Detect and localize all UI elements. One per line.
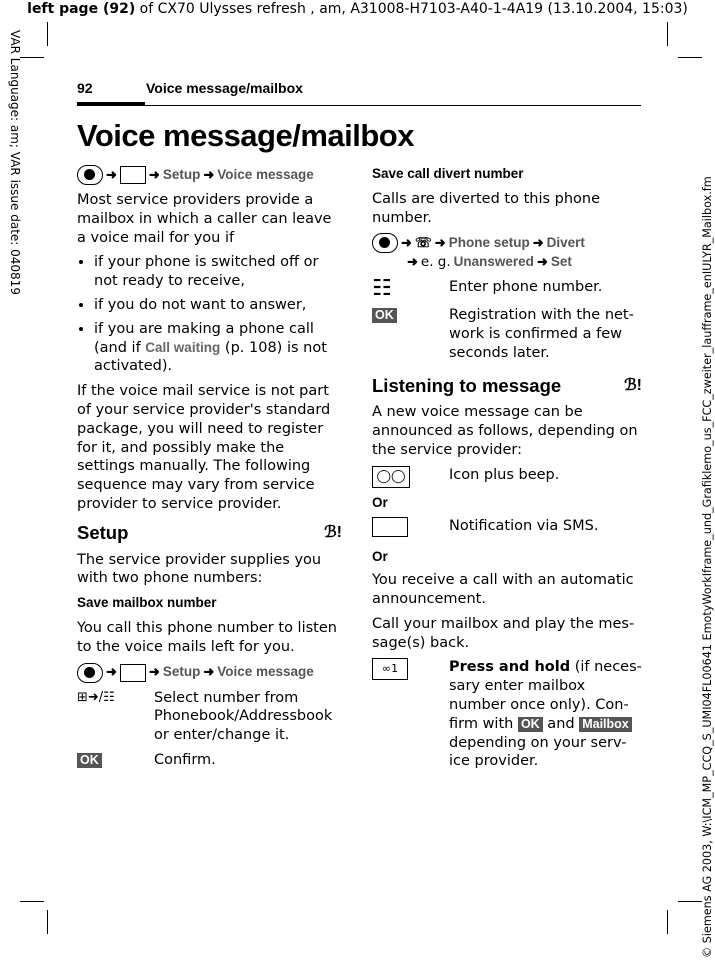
and-text: and (542, 715, 580, 732)
call-mailbox-text: Call your mailbox and play the mes-sage(s) back. (372, 615, 635, 651)
path-phone-setup: Phone setup (448, 234, 530, 250)
right-margin-text: © Siemens AG 2003, W:\ICM_MP_CCQ_S_UMI04FL00641 EmotyWorkIframe_und_Grafiklemo_us_FCC_zweiter_laufframe_enIULYR_Mailbox.fm (701, 176, 714, 958)
arrow-icon: ➜ (148, 664, 160, 680)
nav-key-icon (372, 233, 398, 253)
listening-heading-text: Listening to message (372, 374, 562, 396)
enter-number-row (372, 278, 642, 300)
depending-text: depending on your serv-ice provider. (449, 734, 627, 770)
network-service-icon: ℬ! (624, 376, 642, 394)
envelope-icon (120, 166, 146, 184)
list-item: • if your phone is switched off or not ready to receive, (94, 253, 342, 291)
menu-path (372, 233, 642, 253)
crop-mark (667, 22, 668, 46)
network-service-icon: ℬ! (324, 523, 342, 541)
confirm-text: Confirm. (154, 751, 216, 768)
path-setup: Setup (162, 664, 201, 680)
eg-text: e. g. (420, 254, 451, 271)
nav-key-icon (77, 165, 103, 185)
path-voice-message: Voice message (217, 664, 314, 680)
menu-path-continued (372, 253, 642, 272)
or-label: Or (372, 494, 388, 510)
page-number: 92 (77, 80, 93, 96)
voicemail-icon: ◯◯ (372, 466, 410, 488)
path-voice-message: Voice message (217, 166, 314, 182)
arrow-icon: ➜ (106, 664, 117, 680)
arrow-icon: ➜ (106, 166, 117, 182)
page-heading: Voice message/mailbox (77, 118, 414, 153)
intro-text: Most service providers provide a mailbox in which a caller can leave a voice mail for you if (77, 192, 332, 246)
registration-confirm-text: Registration with the net-work is confirmed a few seconds later. (449, 307, 634, 361)
crop-mark (47, 910, 48, 934)
setup-heading (77, 521, 342, 543)
arrow-icon: ➜ (148, 166, 160, 182)
press-hold-rest: (if neces-sary enter mailbox number once only). Con-firm with (449, 659, 642, 732)
key-1-icon: ∞1 (372, 658, 408, 680)
menu-path (77, 165, 342, 185)
arrow-icon: ➜ (203, 166, 215, 182)
print-header-rest: of CX70 Ulysses refresh , am, A31008-H7103-A40-1-4A19 (13.10.2004, 15:03) (135, 1, 688, 17)
enter-number-text: Enter phone number. (449, 279, 603, 296)
sms-text: Notification via SMS. (449, 517, 599, 534)
crop-mark (667, 910, 668, 934)
nav-key-icon (77, 663, 103, 683)
crop-mark (678, 57, 702, 58)
left-column (77, 165, 342, 776)
or-label: Or (372, 549, 388, 565)
crop-mark (20, 901, 44, 902)
crop-mark (20, 57, 44, 58)
mailbox-key-icon: Mailbox (579, 717, 632, 732)
confirm-row (77, 751, 342, 770)
arrow-icon: ➜ (434, 234, 446, 250)
arrow-icon: ➜ (401, 234, 412, 250)
icon-beep-text: Icon plus beep. (449, 466, 560, 483)
condition-list (77, 253, 342, 376)
path-setup: Setup (162, 166, 201, 182)
divert-text: Calls are diverted to this phone number. (372, 190, 601, 226)
sms-envelope-icon (372, 517, 408, 537)
phonebook-keys-icon: ⊞➜/☷ (77, 689, 115, 705)
registration-row (372, 306, 642, 362)
ok-key-icon: OK (77, 753, 102, 768)
listening-heading (372, 374, 642, 396)
path-divert: Divert (546, 234, 585, 250)
sms-row (372, 517, 642, 543)
setup-text: The service provider supplies you with two phone numbers: (77, 551, 322, 587)
press-hold-text (449, 658, 642, 771)
announce-text: A new voice message can be announced as follows, depending on the service provider: (372, 404, 638, 458)
path-unanswered: Unanswered (453, 254, 534, 270)
envelope-icon (120, 664, 146, 682)
save-divert-heading: Save call divert number (372, 166, 524, 181)
list-item-rest: (p. 108) is not activated). (94, 339, 327, 375)
receive-call-text: You receive a call with an automatic announcement. (372, 572, 634, 607)
crop-mark (47, 22, 48, 46)
header-rule-thin (145, 105, 641, 106)
header-rule-thick (77, 102, 145, 106)
arrow-icon: ➜ (407, 254, 418, 270)
ok-key-icon: OK (518, 717, 543, 732)
running-title: Voice message/mailbox (146, 80, 303, 96)
left-margin-text: VAR Language: am; VAR issue date: 040819 (8, 30, 22, 295)
ok-key-icon: OK (372, 308, 397, 323)
save-mailbox-heading: Save mailbox number (77, 595, 217, 611)
registration-text: If the voice mail service is not part of your service provider's standard package, you will need to register for it, and possibly make the settings manually. The following sequence may vary from service provider to service provider. (77, 383, 331, 512)
select-row (77, 689, 342, 745)
press-hold-row (372, 658, 642, 771)
select-text: Select number from Phonebook/Addressbook or enter/change it. (154, 689, 333, 744)
call-waiting-link: Call waiting (145, 339, 221, 355)
print-header-prefix: left page (92) (27, 1, 136, 17)
list-item (94, 320, 342, 376)
phone-settings-icon: ☏ (414, 234, 432, 250)
arrow-icon: ➜ (203, 664, 215, 680)
keypad-icon: ☷ (372, 276, 392, 302)
menu-path (77, 663, 342, 683)
right-column (372, 165, 642, 777)
icon-beep-row (372, 466, 642, 488)
list-item: • if you do not want to answer, (94, 296, 342, 315)
path-set: Set (550, 254, 572, 270)
print-header (0, 0, 715, 18)
arrow-icon: ➜ (536, 254, 548, 270)
setup-heading-text: Setup (77, 521, 129, 543)
list-item-text: if you are making a phone call (and if (94, 320, 314, 356)
press-hold-bold: Press and hold (449, 659, 571, 676)
arrow-icon: ➜ (532, 234, 544, 250)
save-mailbox-text: You call this phone number to listen to the voice mails left for you. (77, 619, 337, 655)
crop-mark (678, 901, 702, 902)
